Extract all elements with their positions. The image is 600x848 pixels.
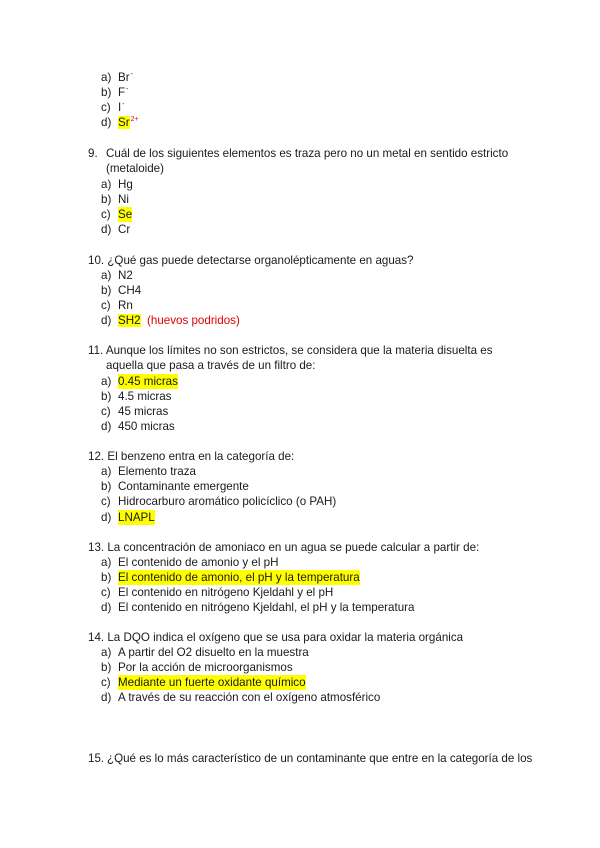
question-text: 13. La concentración de amoniaco en un agua se puede calcular a partir de:	[88, 541, 480, 554]
option-letter: c)	[101, 299, 111, 312]
option-letter: a)	[101, 465, 112, 478]
option-letter: d)	[101, 511, 112, 524]
option-text: Elemento traza	[118, 465, 196, 478]
question-number: 15.	[88, 752, 105, 765]
question-text: Cuál de los siguientes elementos es traza pero no un metal en sentido estricto	[106, 147, 509, 160]
option-text-answer: SH2 (huevos podridos)	[118, 314, 240, 327]
option-text: A través de su reacción con el oxígeno atmosférico	[118, 691, 381, 704]
question-text: 14. La DQO indica el oxígeno que se usa para oxidar la materia orgánica	[88, 631, 464, 644]
option-text: 450 micras	[118, 420, 175, 433]
option-letter: c)	[101, 676, 111, 689]
option-text: Br-	[118, 71, 133, 84]
option-letter: b)	[101, 661, 112, 674]
option-letter: b)	[101, 480, 112, 493]
option-text: F-	[118, 86, 129, 99]
option-text: Por la acción de microorganismos	[118, 661, 293, 674]
option-letter: b)	[101, 390, 112, 403]
option-letter: a)	[101, 178, 112, 191]
option-text: El contenido en nitrógeno Kjeldahl, el pH y la temperatura	[118, 601, 415, 614]
question-text: (metaloide)	[106, 162, 164, 175]
option-letter: c)	[101, 208, 111, 221]
option-text: A partir del O2 disuelto en la muestra	[118, 646, 309, 659]
option-letter: c)	[101, 101, 111, 114]
option-letter: b)	[101, 571, 112, 584]
question-text: ¿Qué es lo más característico de un contaminante que entre en la categoría de los	[107, 752, 533, 765]
option-letter: d)	[101, 314, 112, 327]
question-text: 12. El benzeno entra en la categoría de:	[88, 450, 295, 463]
option-letter: d)	[101, 116, 112, 129]
option-text: CH4	[118, 284, 142, 297]
option-letter: d)	[101, 691, 112, 704]
option-letter: a)	[101, 646, 112, 659]
option-letter: d)	[101, 223, 112, 236]
question-text: 11. Aunque los límites no son estrictos, se considera que la materia disuelta es	[88, 344, 493, 357]
option-text: Hidrocarburo aromático policíclico (o PAH)	[118, 495, 337, 508]
option-text: I-	[118, 101, 125, 114]
option-letter: c)	[101, 586, 111, 599]
option-letter: d)	[101, 601, 112, 614]
option-text-answer: Mediante un fuerte oxidante químico	[118, 676, 306, 689]
question-text: aquella que pasa a través de un filtro de:	[106, 359, 316, 372]
option-letter: c)	[101, 495, 111, 508]
option-text: N2	[118, 269, 133, 282]
option-letter: d)	[101, 420, 112, 433]
option-letter: b)	[101, 86, 112, 99]
option-text: 4.5 micras	[118, 390, 172, 403]
option-text-answer: $Sr^{2+}$	[118, 116, 139, 129]
option-letter: b)	[101, 193, 112, 206]
question-text: 10. ¿Qué gas puede detectarse organolépticamente en aguas?	[88, 254, 414, 267]
option-text-answer: El contenido de amonio, el pH y la temperatura	[118, 571, 360, 584]
question-number: 9.	[88, 147, 98, 160]
option-letter: a)	[101, 71, 112, 84]
option-letter: a)	[101, 556, 112, 569]
option-text: El contenido de amonio y el pH	[118, 556, 279, 569]
option-letter: b)	[101, 284, 112, 297]
option-text-answer: Se	[118, 208, 133, 221]
option-letter: a)	[101, 375, 112, 388]
option-text-answer: 0.45 micras	[118, 375, 178, 388]
option-letter: c)	[101, 405, 111, 418]
option-text: Ni	[118, 193, 129, 206]
option-text: Hg	[118, 178, 133, 191]
option-text: Rn	[118, 299, 133, 312]
option-letter: a)	[101, 269, 112, 282]
option-text: 45 micras	[118, 405, 169, 418]
option-text-answer: LNAPL	[118, 511, 155, 524]
option-text: Cr	[118, 223, 131, 236]
answer-note: (huevos podridos)	[147, 314, 240, 327]
option-text: Contaminante emergente	[118, 480, 249, 493]
option-text: El contenido en nitrógeno Kjeldahl y el pH	[118, 586, 334, 599]
